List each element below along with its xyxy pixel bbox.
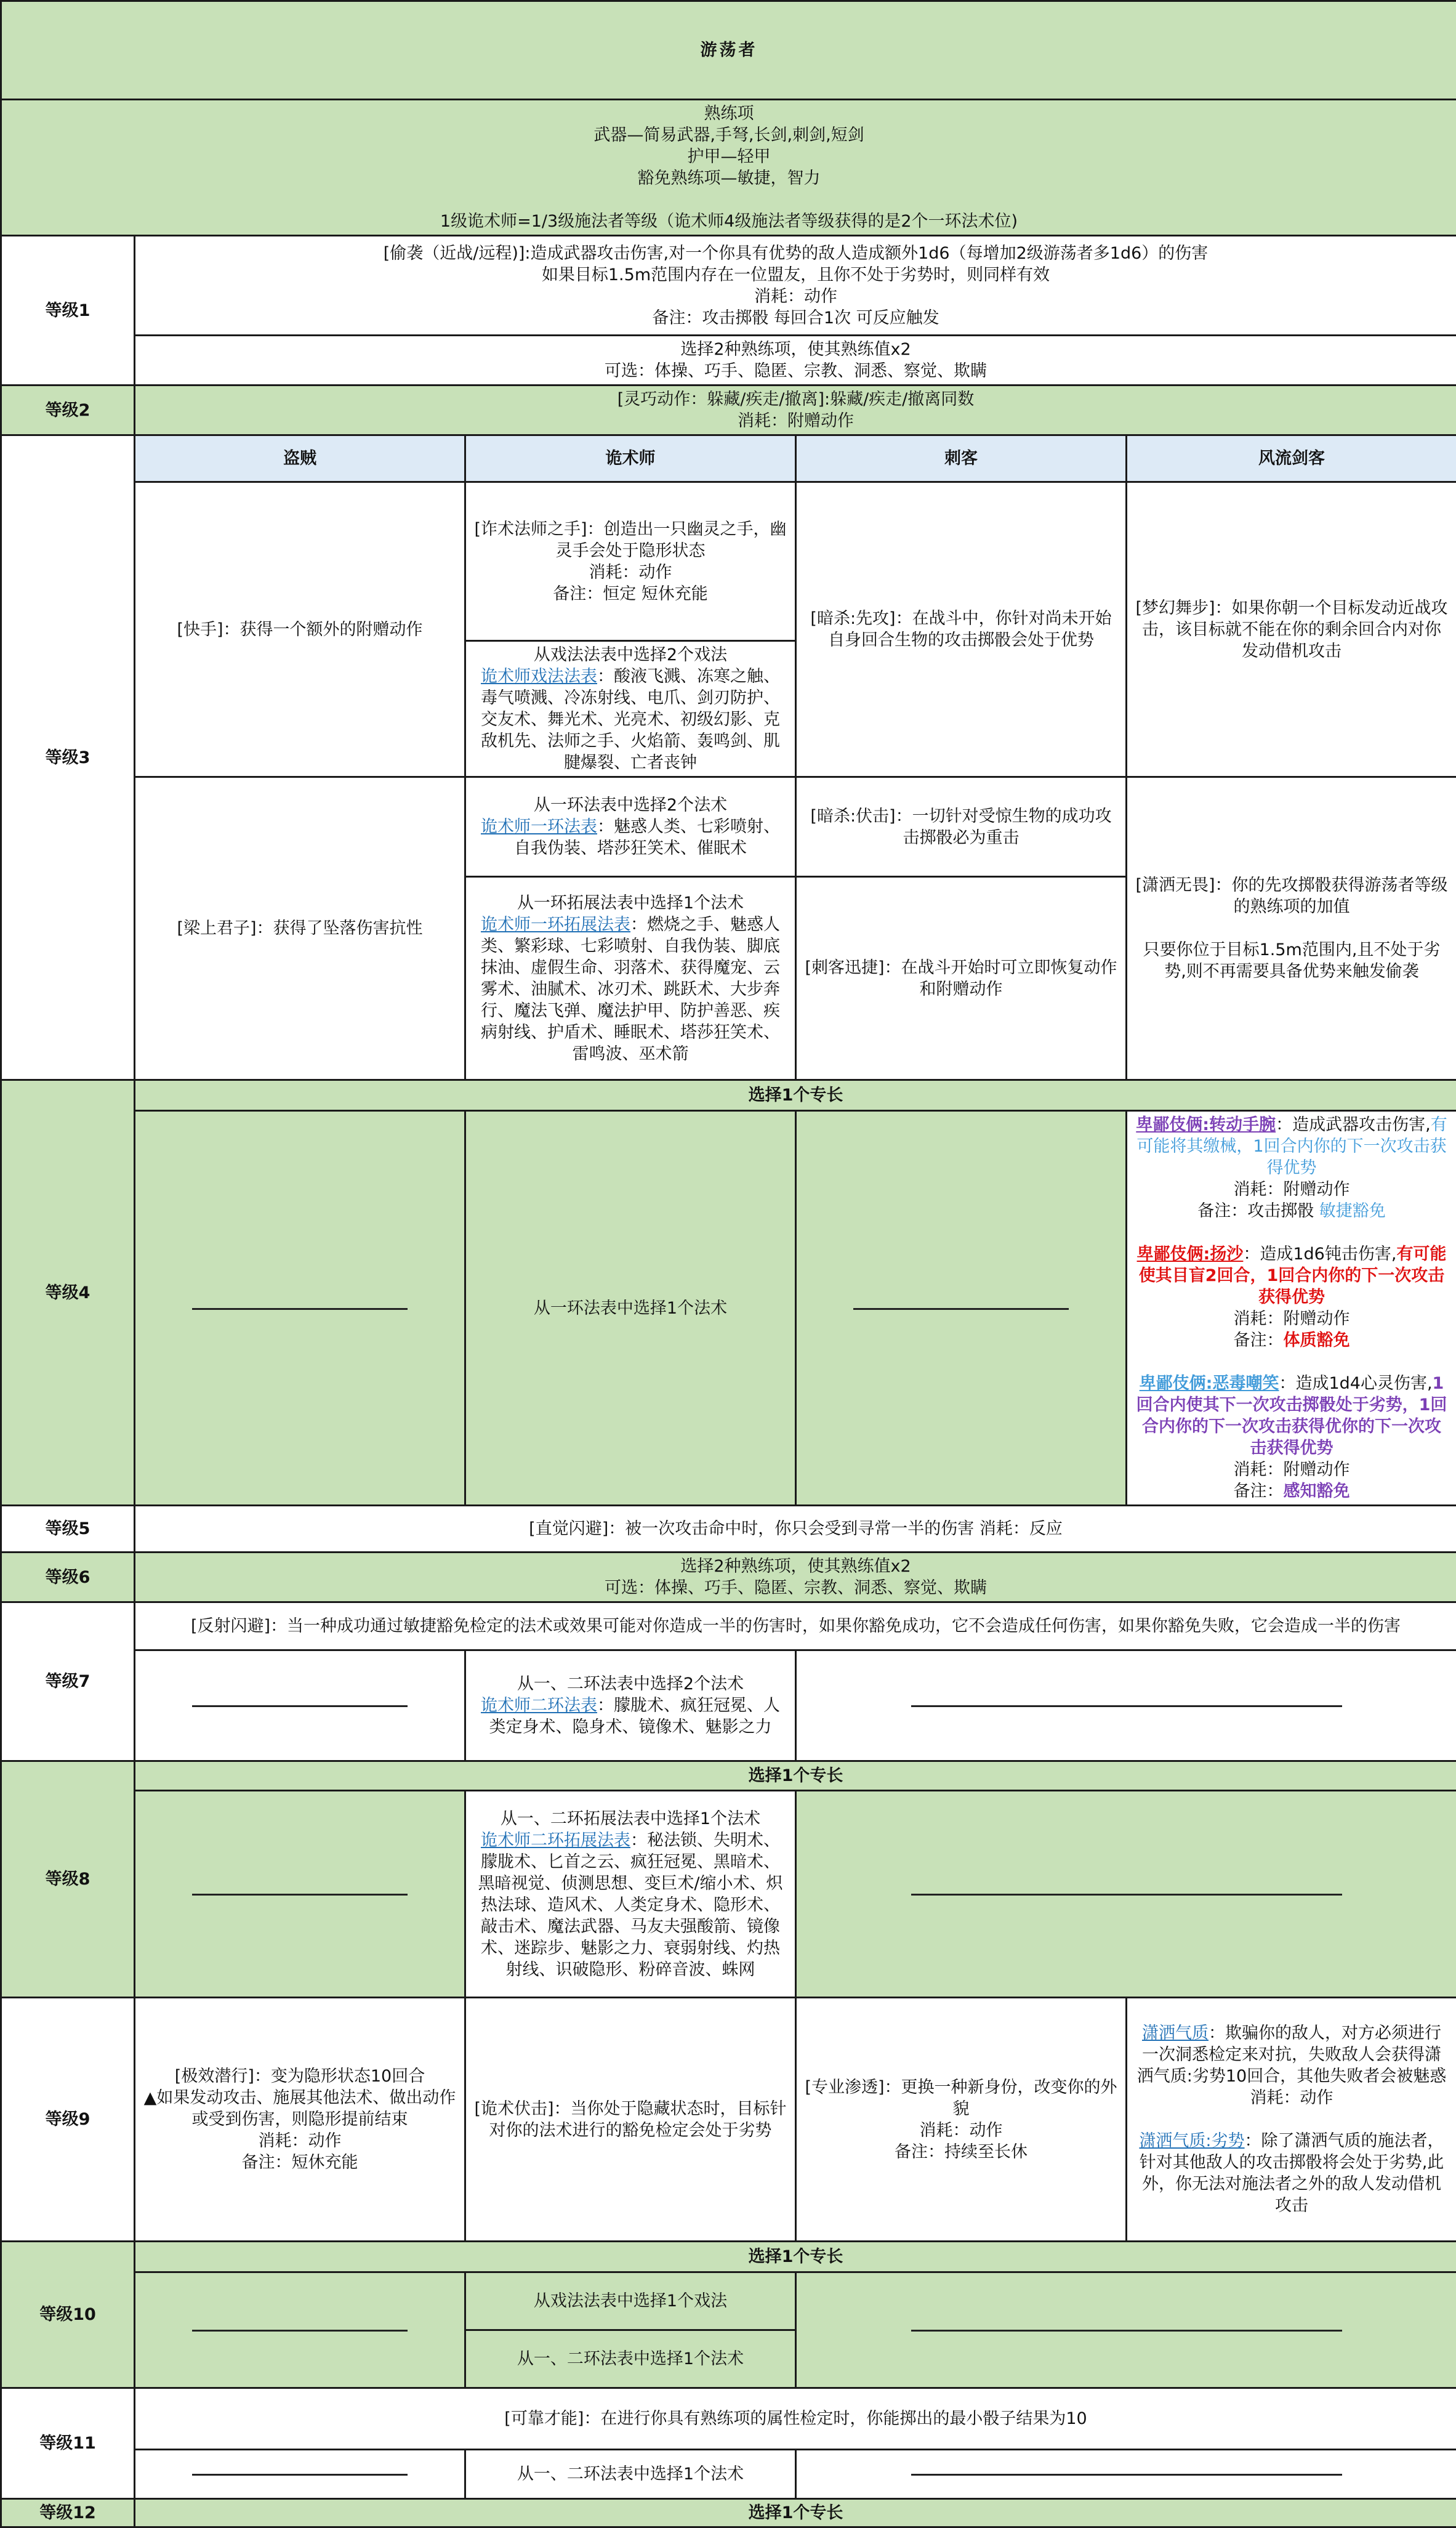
trickster-level11-spell: 从一、二环法表中选择1个法术: [465, 2450, 796, 2499]
expertise6-options: 可选：体操、巧手、隐匿、宗教、洞悉、察觉、欺瞒: [143, 1577, 1449, 1599]
subclass-swashbuckler-header: 风流剑客: [1127, 435, 1456, 482]
thief-level10-empty: [135, 2272, 465, 2388]
expertise-text: 选择2种熟练项，使其熟练值x2: [143, 339, 1449, 360]
sneak-attack-condition: 如果目标1.5m范围内存在一位盟友，且你不处于劣势时，则同样有效: [143, 264, 1449, 286]
empty-dash: [911, 1705, 1342, 1707]
reliable-talent: [可靠才能]：在进行你具有熟练项的属性检定时，你能掷出的最小骰子结果为10: [135, 2388, 1456, 2450]
disarm-effect: 有可能将其缴械，1回合内你的下一次攻击获得优势: [1136, 1115, 1447, 1177]
infiltration-text: [专业渗透]：更换一种新身份，改变你的外貌: [804, 2077, 1118, 2120]
trickster-level8-spells: [465, 1791, 796, 1998]
level-7-label: 等级7: [1, 1602, 135, 1761]
panache-disadvantage-text: ：除了潇洒气质的施法者，针对其他敌人的攻击掷骰将会处于劣势,此外，你无法对施法者之外的敌人发动借机攻击: [1140, 2131, 1444, 2215]
assassin-ambush: [暗杀:伏击]：一切针对受惊生物的成功攻击掷骰必为重击: [796, 777, 1127, 877]
thief-level4-empty: [135, 1111, 465, 1506]
mage-hand-text: [诈术法师之手]：创造出一只幽灵之手，幽灵手会处于隐形状态: [473, 519, 787, 562]
disarm-save: 敏捷豁免: [1319, 1201, 1386, 1221]
thief-fast-hands: [快手]：获得一个额外的附赠动作: [135, 482, 465, 777]
extended-spell-choice: 从一环拓展法表中选择1个法术: [473, 892, 787, 914]
thief-level11-empty: [135, 2450, 465, 2499]
subclass-trickster-header: 诡术师: [465, 435, 796, 482]
vicious-mockery-note: 备注：: [1234, 1482, 1284, 1501]
disarm-damage: ：造成武器攻击伤害,: [1276, 1115, 1431, 1134]
empty-dash: [192, 1705, 408, 1707]
vicious-mockery-save: 感知豁免: [1284, 1482, 1350, 1501]
level1-spell-list-link[interactable]: 诡术师一环法表: [481, 817, 597, 836]
mage-hand-cost: 消耗：动作: [473, 562, 787, 583]
panache-cost: 消耗：动作: [1135, 2087, 1449, 2109]
panache-text: ：欺骗你的敌人，对方必须进行一次洞悉检定来对抗，失败敌人会获得潇洒气质:劣势10回合，其他失败者会被魅惑: [1137, 2024, 1446, 2086]
cantrip-list: ：酸液飞溅、冻寒之触、毒气喷溅、冷冻射线、电爪、剑刃防护、交友术、舞光术、光亮术、初级幻影、克敌机先、法师之手、火焰箭、轰鸣剑、肌腱爆裂、亡者丧钟: [481, 667, 780, 772]
evasion-feature: [反射闪避]：当一种成功通过敏捷豁免检定的法术或效果可能对你造成一半的伤害时，如果你豁免成功，它不会造成任何伤害，如果你豁免失败，它会造成一半的伤害: [135, 1602, 1456, 1650]
page-title: 游荡者: [1, 1, 1456, 100]
empty-dash: [192, 1894, 408, 1896]
trickster-level1-spells: [465, 777, 796, 877]
expertise-feature: [135, 336, 1456, 386]
level7-spell-choice: 从一、二环法表中选择2个法术: [473, 1673, 787, 1695]
empty-dash: [911, 2330, 1342, 2332]
sand-throw-save: 体质豁免: [1284, 1331, 1350, 1350]
supreme-sneak-note: 备注：短休充能: [143, 2152, 457, 2173]
cunning-action-feature: [135, 386, 1456, 435]
sand-throw-effect: 有可能使其目盲2回合，1回合内你的下一次攻击获得优势: [1139, 1245, 1447, 1307]
level-4-label: 等级4: [1, 1080, 135, 1506]
level8-other-empty: [796, 1791, 1456, 1998]
empty-dash: [192, 1308, 408, 1310]
level1-spell-list: ：魅惑人类、七彩喷射、自我伪装、塔莎狂笑术、催眠术: [514, 817, 780, 858]
level2-spell-list-link[interactable]: 诡术师二环法表: [481, 1696, 597, 1715]
empty-dash: [911, 2474, 1342, 2476]
save-proficiency: 豁免熟练项—敏捷，智力: [9, 168, 1449, 189]
subclass-assassin-header: 刺客: [796, 435, 1127, 482]
level10-cantrip-choice: 从戏法法表中选择1个戏法: [466, 2273, 795, 2329]
extended-spell-list: ：燃烧之手、魅惑人类、繁彩球、七彩喷射、自我伪装、脚底抹油、虚假生命、羽落术、获得魔宠、云雾术、油腻术、冰刃术、跳跃术、大步奔行、魔法飞弹、魔法护甲、防护善恶、疾病射线、护盾术、睡眠术、塔莎狂笑术、雷鸣波、巫术箭: [481, 915, 780, 1064]
empty-dash: [192, 2474, 408, 2476]
cantrip-list-link[interactable]: 诡术师戏法法表: [481, 667, 597, 686]
thief-second-story-work: [梁上君子]：获得了坠落伤害抗性: [135, 777, 465, 1080]
feat-row-12: 选择1个专长: [135, 2499, 1456, 2527]
sand-throw-cost: 消耗：附赠动作: [1135, 1308, 1449, 1330]
trickster-magical-ambush: [诡术伏击]：当你处于隐藏状态时，目标针对你的法术进行的豁免检定会处于劣势: [465, 1998, 796, 2242]
subclass-thief-header: 盗贼: [135, 435, 465, 482]
level-10-label: 等级10: [1, 2242, 135, 2388]
vicious-mockery-effect: 1回合内使其下一次攻击掷骰处于劣势，1回合内你的下一次攻击获得优你的下一次攻击获得优势: [1136, 1374, 1447, 1458]
assassin-alacrity: [刺客迅捷]：在战斗开始时可立即恢复动作和附赠动作: [796, 877, 1127, 1080]
disarm-note: 备注：攻击掷骰: [1197, 1201, 1319, 1221]
vicious-mockery-link[interactable]: 卑鄙伎俩:恶毒嘲笑: [1140, 1374, 1279, 1393]
level2-spell-list: ：朦胧术、疯狂冠冕、人类定身术、隐身术、镜像术、魅影之力: [489, 1696, 781, 1737]
cantrip-choice: 从戏法法表中选择2个戏法: [473, 644, 787, 666]
disarm-cost: 消耗：附赠动作: [1135, 1179, 1449, 1200]
proficiency-block: [1, 100, 1456, 236]
swashbuckler-panache: [1127, 1998, 1456, 2242]
thief-supreme-sneak: [135, 1998, 465, 2242]
level-2-label: 等级2: [1, 386, 135, 435]
feat-row-8: 选择1个专长: [135, 1761, 1456, 1791]
cunning-action-text: [灵巧动作：躲藏/疾走/撤离]:躲藏/疾走/撤离同数: [143, 389, 1449, 410]
trickster-mage-hand: [465, 482, 796, 641]
level-8-label: 等级8: [1, 1761, 135, 1998]
proficiency-heading: 熟练项: [9, 103, 1449, 124]
panache-link[interactable]: 潇洒气质: [1142, 2024, 1209, 2043]
level1-spell-choice: 从一环法表中选择2个法术: [473, 794, 787, 816]
empty-dash: [192, 2330, 408, 2332]
feat-row-10: 选择1个专长: [135, 2242, 1456, 2272]
supreme-sneak-text: [极效潜行]：变为隐形状态10回合: [143, 2066, 457, 2087]
level-5-label: 等级5: [1, 1506, 135, 1553]
sneak-attack-cost: 消耗：动作: [143, 286, 1449, 307]
level-12-label: 等级12: [1, 2499, 135, 2527]
trickster-extended-spells: [465, 877, 796, 1080]
level2-extended-list-link[interactable]: 诡术师二环拓展法表: [481, 1831, 630, 1850]
level-3-label: 等级3: [1, 435, 135, 1080]
uncanny-dodge: [直觉闪避]：被一次攻击命中时，你只会受到寻常一半的伤害 消耗：反应: [135, 1506, 1456, 1553]
assassin-initiative: [暗杀:先攻]：在战斗中，你针对尚未开始自身回合生物的攻击掷骰会处于优势: [796, 482, 1127, 777]
infiltration-cost: 消耗：动作: [804, 2120, 1118, 2141]
level8-spell-choice: 从一、二环拓展法表中选择1个法术: [473, 1808, 787, 1830]
empty-dash: [853, 1308, 1069, 1310]
supreme-sneak-condition: ▲如果发动攻击、施展其他法术、做出动作或受到伤害，则隐形提前结束: [143, 2087, 457, 2130]
expertise-options: 可选：体操、巧手、隐匿、宗教、洞悉、察觉、欺瞒: [143, 360, 1449, 382]
weapon-proficiency: 武器—简易武器,手弩,长剑,刺剑,短剑: [9, 124, 1449, 146]
expertise6-text: 选择2种熟练项，使其熟练值x2: [143, 1556, 1449, 1577]
rakish-audacity-text: [潇洒无畏]：你的先攻掷骰获得游荡者等级的熟练项的加值: [1135, 874, 1449, 918]
level11-other-empty: [796, 2450, 1456, 2499]
trickster-level7-spells: [465, 1650, 796, 1761]
armor-proficiency: 护甲—轻甲: [9, 146, 1449, 168]
expertise-level6: [135, 1553, 1456, 1602]
sand-throw-note: 备注：: [1234, 1331, 1284, 1350]
assassin-infiltration: [796, 1998, 1127, 2242]
trickster-level4-spell: 从一环法表中选择1个法术: [465, 1111, 796, 1506]
thief-level8-empty: [135, 1791, 465, 1998]
level2-extended-list: ：秘法锁、失明术、朦胧术、匕首之云、疯狂冠冕、黑暗术、黑暗视觉、侦测思想、变巨术/缩小术、炽热法球、造风术、人类定身术、隐形术、敲击术、魔法武器、马友夫强酸箭、镜像术、迷踪步、魅影之力、衰弱射线、灼热射线、识破隐形、粉碎音波、蛛网: [478, 1831, 782, 1979]
empty-dash: [911, 1894, 1342, 1896]
rakish-audacity-text-2: 只要你位于目标1.5m范围内,且不处于劣势,则不再需要具备优势来触发偷袭: [1135, 939, 1449, 982]
sneak-attack-note: 备注：攻击掷骰 每回合1次 可反应触发: [143, 307, 1449, 329]
feat-row-4: 选择1个专长: [135, 1080, 1456, 1111]
level-11-label: 等级11: [1, 2388, 135, 2499]
assassin-level4-empty: [796, 1111, 1127, 1506]
level7-other-empty: [796, 1650, 1456, 1761]
spellcaster-note: 1级诡术师=1/3级施法者等级（诡术师4级施法者等级获得的是2个一环法术位): [9, 211, 1449, 232]
level-6-label: 等级6: [1, 1553, 135, 1602]
swashbuckler-fancy-footwork: [梦幻舞步]：如果你朝一个目标发动近战攻击，该目标就不能在你的剩余回合内对你发动借机攻击: [1127, 482, 1456, 777]
sand-throw-link[interactable]: 卑鄙伎俩:扬沙: [1137, 1245, 1244, 1264]
panache-disadvantage-link[interactable]: 潇洒气质:劣势: [1139, 2131, 1244, 2150]
thief-level7-empty: [135, 1650, 465, 1761]
extended-spell-list-link[interactable]: 诡术师一环拓展法表: [481, 915, 630, 934]
disarm-link[interactable]: 卑鄙伎俩:转动手腕: [1136, 1115, 1276, 1134]
swashbuckler-dirty-tricks: [1127, 1111, 1456, 1506]
trickster-level10-choices: [465, 2272, 796, 2388]
sneak-attack-feature: [135, 236, 1456, 336]
sneak-attack-text: [偷袭（近战/远程)]:造成武器攻击伤害,对一个你具有优势的敌人造成额外1d6（每增加2级游荡者多1d6）的伤害: [143, 243, 1449, 264]
cunning-action-cost: 消耗：附赠动作: [143, 410, 1449, 432]
trickster-cantrips: [465, 641, 796, 777]
level-9-label: 等级9: [1, 1998, 135, 2242]
vicious-mockery-damage: ：造成1d4心灵伤害,: [1279, 1374, 1432, 1393]
sand-throw-damage: ：造成1d6钝击伤害,: [1243, 1245, 1396, 1264]
level10-other-empty: [796, 2272, 1456, 2388]
infiltration-note: 备注：持续至长休: [804, 2141, 1118, 2163]
level10-spell-choice: 从一、二环法表中选择1个法术: [466, 2329, 795, 2387]
mage-hand-note: 备注：恒定 短休充能: [473, 583, 787, 605]
vicious-mockery-cost: 消耗：附赠动作: [1135, 1459, 1449, 1480]
swashbuckler-rakish-audacity: [1127, 777, 1456, 1080]
supreme-sneak-cost: 消耗：动作: [143, 2130, 457, 2152]
level-1-label: 等级1: [1, 236, 135, 386]
